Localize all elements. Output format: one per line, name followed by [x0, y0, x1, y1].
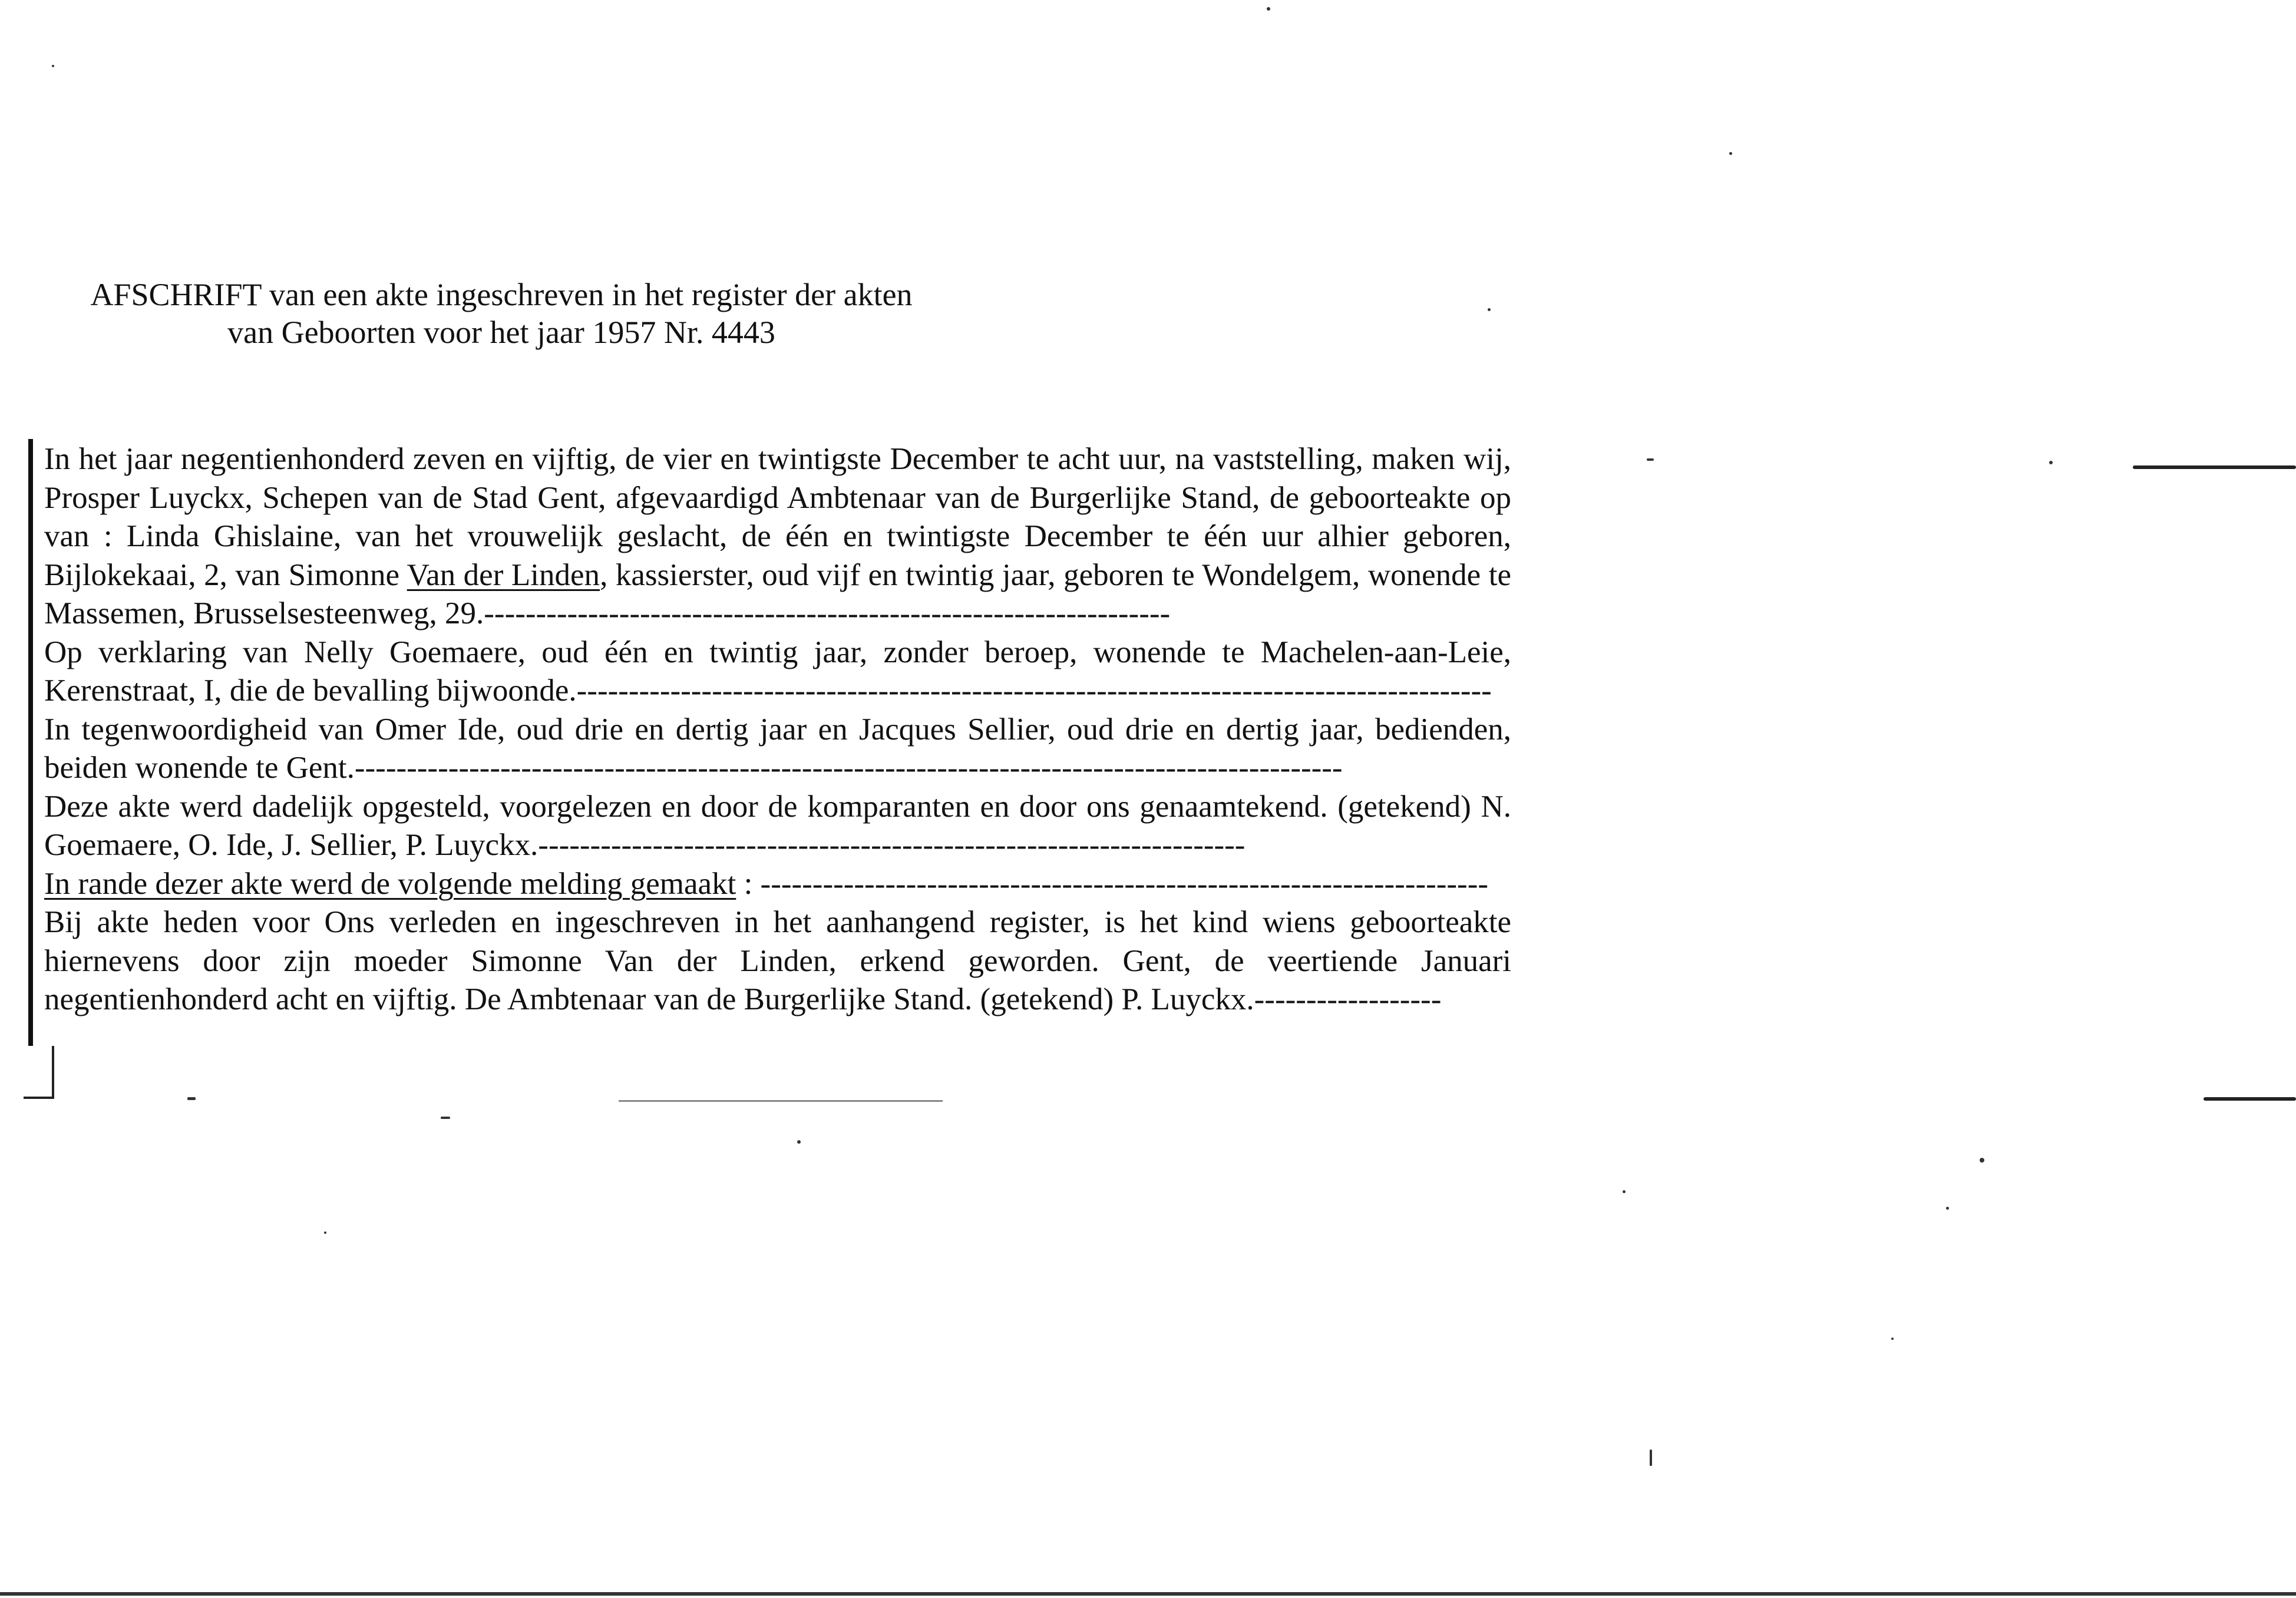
act-paragraph-declarant [44, 633, 1511, 711]
act-text-part: In het jaar negentienhonderd zeven en vijftig, de vier en twintigste December te acht uur, na vaststelling, maken wij, Prosper Luyckx, Schepen van de Stad Gent, afgevaardigd Ambtenaar van de Burgerlijke Stand, de geboorteakte op van : Linda Ghislaine, van het vrouwelijk geslacht, de één en twintigste December te één uur alhier geboren, Bijlokekaai, 2, van Simonne [44, 442, 1511, 592]
scan-speck [1980, 1158, 1984, 1163]
act-text-part: : [736, 866, 761, 901]
scan-speck [1729, 152, 1732, 155]
act-paragraph-declaration [44, 440, 1511, 633]
scan-speck [1891, 1338, 1894, 1340]
scan-speck [1488, 308, 1491, 311]
act-text-part: Bij akte heden voor Ons verleden en ingeschreven in het aanhangend register, is het kind wiens geboorteakte hiernevens door zijn moeder Simonne Van der Linden, erkend geworden. Gent, de veertiende Januari negentienhonderd acht en vijftig. De Ambtenaar van de Burgerlijke Stand. (getekend) P. Luyckx. [44, 905, 1511, 1016]
scan-speck [1650, 1450, 1652, 1466]
scan-speck [1623, 1190, 1626, 1193]
document-heading [74, 276, 929, 351]
birth-act-body [44, 440, 1511, 1019]
filler-dashes: ---------------------------------------------------------------------- [760, 866, 1489, 901]
scan-edge-line [2204, 1097, 2296, 1101]
filler-dashes: ---------------------------------------------------------------------------------------- [576, 673, 1492, 708]
margin-bar [28, 439, 33, 1046]
mother-surname-underlined: Van der Linden [407, 557, 600, 592]
scan-edge-line [2133, 465, 2296, 469]
scan-speck [324, 1231, 326, 1234]
margin-note-title-underlined: In rande dezer akte werd de volgende melding gemaakt [44, 866, 736, 901]
act-text-part: Op verklaring van Nelly Goemaere, oud één en twintig jaar, zonder beroep, wonende te Machelen-aan-Leie, Kerenstraat, I, die de bevalling bijwoonde. [44, 635, 1511, 708]
filler-dashes: -------------------------------------------------------------------- [538, 828, 1246, 862]
filler-dashes: ------------------------------------------------------------------ [484, 596, 1171, 630]
scan-speck [187, 1097, 196, 1100]
filler-dashes: ----------------------------------------------------------------------------------------------- [354, 751, 1343, 785]
scan-bottom-edge [0, 1592, 2296, 1596]
act-paragraph-recognition [44, 903, 1511, 1019]
act-paragraph-witnesses [44, 711, 1511, 788]
heading-line-1: AFSCHRIFT van een akte ingeschreven in het register der akten [90, 277, 913, 312]
act-text-part: In tegenwoordigheid van Omer Ide, oud drie en dertig jaar en Jacques Sellier, oud drie en dertig jaar, bedienden, beiden wonende te Gent. [44, 712, 1511, 785]
scan-speck [2049, 461, 2053, 464]
act-text-part: , kassierster, oud vijf en twintig jaar, geboren te Wondelgem, wonende te Massemen, Brusselsesteenweg, 29. [44, 557, 1511, 630]
act-paragraph-signatures [44, 788, 1511, 865]
scan-speck [1647, 458, 1654, 461]
scan-speck [52, 65, 54, 67]
filler-dashes: ------------------ [1254, 982, 1442, 1016]
heading-line-2: van Geboorten voor het jaar 1957 Nr. 4443 [227, 315, 775, 350]
scan-speck [441, 1117, 450, 1119]
scan-speck [797, 1140, 801, 1144]
scan-speck [1946, 1207, 1949, 1210]
scan-speck [1267, 7, 1270, 11]
scan-faint-line [619, 1100, 943, 1102]
act-paragraph-margin-note-title [44, 865, 1511, 904]
act-text-part: Deze akte werd dadelijk opgesteld, voorgelezen en door de komparanten en door ons genaamtekend. (getekend) N. Goemaere, O. Ide, J. Sellier, P. Luyckx. [44, 789, 1511, 862]
scan-corner-mark [24, 1046, 54, 1099]
